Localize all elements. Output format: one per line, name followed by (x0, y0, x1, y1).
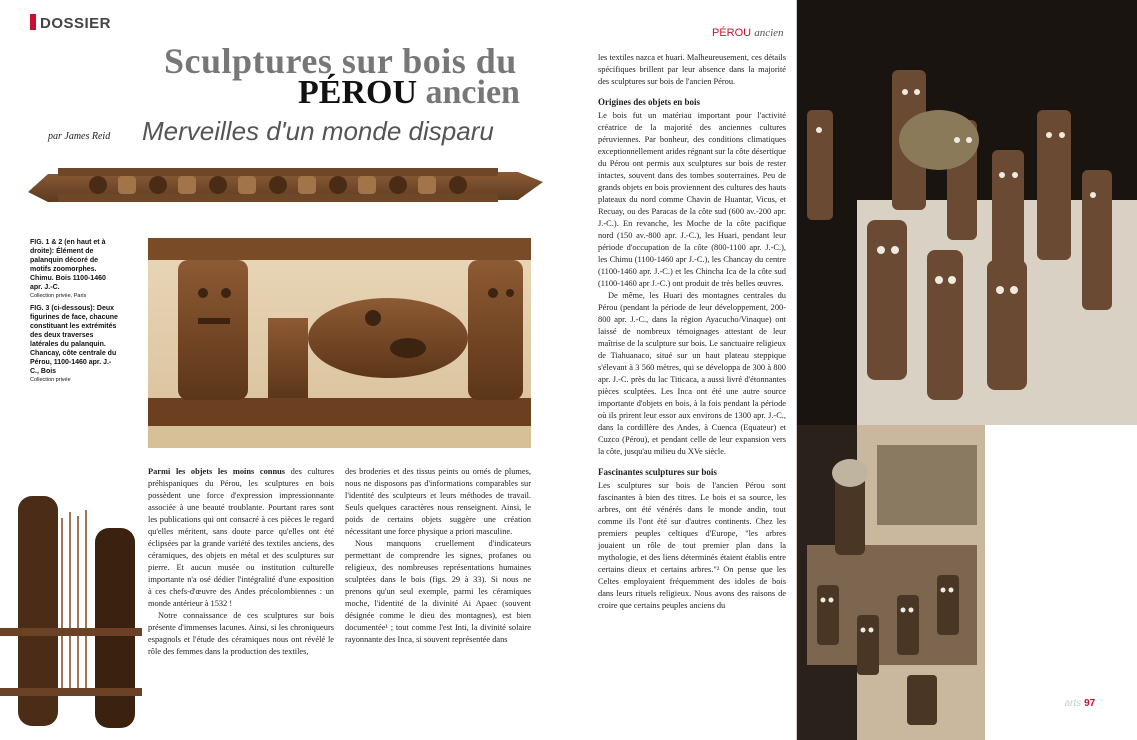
page-footer (1040, 698, 1095, 709)
caption-fig-5-meta-4: La Luna 35015 (996, 576, 1033, 582)
caption-fig-4-meta-2: L : 53 cm (996, 471, 1019, 477)
caption-fig-3 (30, 304, 120, 385)
caption-fig-3-text: Deux figurines de face, chacune constituant les extrémités des deux traverses latérales du palanquin. Chancay, côte centrale du Pérou, 1100-1460 apr. J.-C., Bois (30, 305, 118, 375)
caption-fig-3-label: FIG. 3 (ci-dessous): (30, 305, 95, 312)
palanquin-plank-photo (18, 152, 548, 214)
caption-fig-1-2-text: Élément de palanquin décoré de motifs zoomorphes. Chimu. Bois 1100-1460 apr. J.-C. (30, 248, 106, 291)
caption-fig-5-text: Maquette d'un rituel funéraire, Chimu, 900-1470 apr. J.-C. (996, 522, 1086, 547)
funerary-model-photo (797, 425, 985, 740)
title-light: ancien (425, 74, 520, 111)
c3-paragraph-3: Les sculptures sur bois de l'ancien Pérou sont fascinantes à bien des titres. Le bois et sa source, les arbres, ont été vénérés dans le monde andin, tout comme ils l'ont été sur d'autres continents. Chez les premiers peuples celtiques d'Europe, "les arbres jouaient un rôle de tout premier plan dans la mythologie, et des liens déterminés étaient établis entre certains dieux et certains arbres."² On pense que les Celtes employaient fréquemment des idoles de bois dans leurs rituels religieux. Nous avons des raisons de croire que certains peuples anciens du (598, 481, 786, 610)
figurines-photo (0, 488, 142, 740)
funeral-procession-photo (797, 0, 1137, 425)
title-line-2 (298, 74, 520, 112)
section-tag-label: DOSSIER (40, 15, 112, 32)
c3-paragraph-2: De même, les Huari des montagnes centrales du Pérou (pendant la période de leur développement, 200-800 apr. J.-C., dans la région Ayacucho/Vinaque) ont laissé de nombreux témoignages attestant de leur maîtrise de la sculpture sur bois. Le sanctuaire religieux de Tiahuanaco, situé sur un haut plateau steppique s'élevant à 3 560 mètres, qui se développa de 300 à 800 apr. J.-C. près du lac Titicaca, a aussi livré d'étonnantes pièces sculptées. Les Inca ont été une autre source importante d'objets en bois, à la fois pendant la période où ils prirent leur essor aux environs de 1300 apr. J.-C., dans la cordillère des Andes, à Cuenca (Equateur) et Cuzco (Pérou), et pendant celle de leur expansion vers la côte, jusqu'au milieu du XVe siècle. (598, 291, 786, 456)
caption-fig-1-2 (30, 238, 120, 301)
running-head-italic: ancien (754, 27, 784, 39)
caption-fig-1-2-label: FIG. 1 & 2 (en haut et à droite): (30, 239, 106, 255)
caption-fig-5 (996, 512, 1096, 584)
caption-fig-5-meta-1: Bois, nacre. (996, 549, 1026, 555)
caption-fig-4-meta-1: Bois, nacre, plumes, tissu (996, 462, 1059, 468)
c3-heading-origins: Origines des objets en bois (598, 97, 701, 107)
caption-fig-4-label: FIG. 4: (996, 435, 1018, 442)
caption-fig-5-label: FIG. 5: (996, 513, 1018, 520)
title-strong: PÉROU (298, 74, 417, 111)
c2-paragraph-1: des broderies et des tissus peints ou ornés de plumes, nous ne disposons pas d'informations comparables sur l'identité des sculpteurs et leurs méthodes de travail. Seuls quelques caractères nous renseignent. Ainsi, le poids de certains objets suggère une création nécessitant une force physique a priori masculine. (345, 467, 531, 536)
caption-fig-4-meta-3: Proyecto Huaca de (996, 480, 1043, 486)
section-marker (30, 14, 36, 30)
c1-paragraph-1 (148, 466, 334, 610)
caption-fig-3-credit: Collection privée (30, 377, 71, 383)
c3-paragraph-1: Le bois fut un matériau important pour l'activité créatrice de la majorité des anciennes cultures péruviennes. Par bonheur, des conditions climatiques exceptionnellement arides régnant sur la côte désertique du Pérou ont permis aux sculptures sur bois de rester intactes, souvent dans des tombes souterraines. Peu de grands objets en bois proviennent des cultures des hauts plateaux du nord comme Chavin de Huantar, Vicus, et Recuay, ou des Paracas de la côte sud (600 av.-200 apr. J.-C.). En revanche, les Moche de la côte pacifique nord (150 av.-800 apr. J.-C.), les Huari, pendant leur période d'occupation de la côte (800-1100 apr. J.-C.), les Chimu (1100-1460 apr J.-C.), les Chancay du centre (1100-1460 apr. J.-C.) et les Chincha Ica de la côte sud (1100-1460 apr J.-C.) ont produit de très belles œuvres. (598, 111, 786, 288)
title-line-1: Sculptures sur bois du (164, 41, 517, 81)
caption-fig-1-2-credit: Collection privée, Paris (30, 293, 87, 299)
palanquin-detail-photo (148, 238, 531, 448)
caption-fig-4-meta-4: La Luna 35017 (996, 489, 1033, 495)
byline: par James Reid (48, 131, 111, 142)
c1-p1-text: des cultures préhispaniques du Pérou, les sculptures en bois possèdent une force d'expression impressionnante associée à une beauté troublante. Pourtant rares sont les publications qui ont consacré à ces pièces le regard qu'elles méritent, sans doute parce qu'elles ont été éclipsées par la grande variété des textiles anciens, des céramiques, des objets en métal et des sculptures sur pierre. Et aucun musée ou institution culturelle importante n'a osé dédier l'intégralité d'une exposition à ces chefs-d'œuvre des Andes précolombiennes : un monde antérieur à 1532 ! (148, 467, 334, 608)
caption-fig-4 (996, 434, 1096, 497)
c1-lead: Parmi les objets les moins connus (148, 467, 286, 476)
c2-paragraph-2: Nous manquons cruellement d'indicateurs permettant de comprendre les signes, profanes ou religieux, des nombreuses représentations humaines sculptées dans le bois (figs. 29 à 33). Si nous ne prenons qu'un seul exemple, parmi les céramiques moche, l'identité de la divinité Ai Apaec (souvent désignée comme le dieu des montagnes), est bien documentée¹ ; tout comme l'est Inti, la divinité solaire rayonnante des Inca, si souvent représentée dans (345, 539, 531, 644)
text-column-1 (148, 466, 334, 658)
footer-brand-italic: arts (1064, 698, 1082, 709)
text-column-3 (598, 52, 786, 612)
section-tag (30, 14, 111, 32)
c3-heading-sculptures: Fascinantes sculptures sur bois (598, 467, 717, 477)
running-head (712, 27, 784, 39)
footer-brand-bold: tribal (1040, 698, 1065, 709)
subtitle: Merveilles d'un monde disparu (142, 116, 494, 146)
caption-fig-4-text: Cortège funèbre Chimu, 900-1470 apr. J.-C. (996, 444, 1092, 460)
caption-fig-5-meta-2: L : 48 cm (996, 558, 1019, 564)
running-head-strong: PÉROU (712, 27, 752, 39)
c1-paragraph-2: Notre connaissance de ces sculptures sur bois présente d'immenses lacunes. Ainsi, si les chroniqueurs espagnols et l'étude des céramiques nous ont révélé le rôle des femmes dans la production des textiles, (148, 611, 334, 656)
c3-paragraph-0: les textiles nazca et huari. Malheureusement, ces détails spécifiques brillent par leur absence dans la majorité des sculptures sur bois de l'ancien Pérou. (598, 53, 786, 86)
text-column-2 (345, 466, 531, 646)
page-number: 97 (1084, 698, 1096, 709)
caption-fig-5-meta-3: Proyecto Huaca de (996, 567, 1043, 573)
